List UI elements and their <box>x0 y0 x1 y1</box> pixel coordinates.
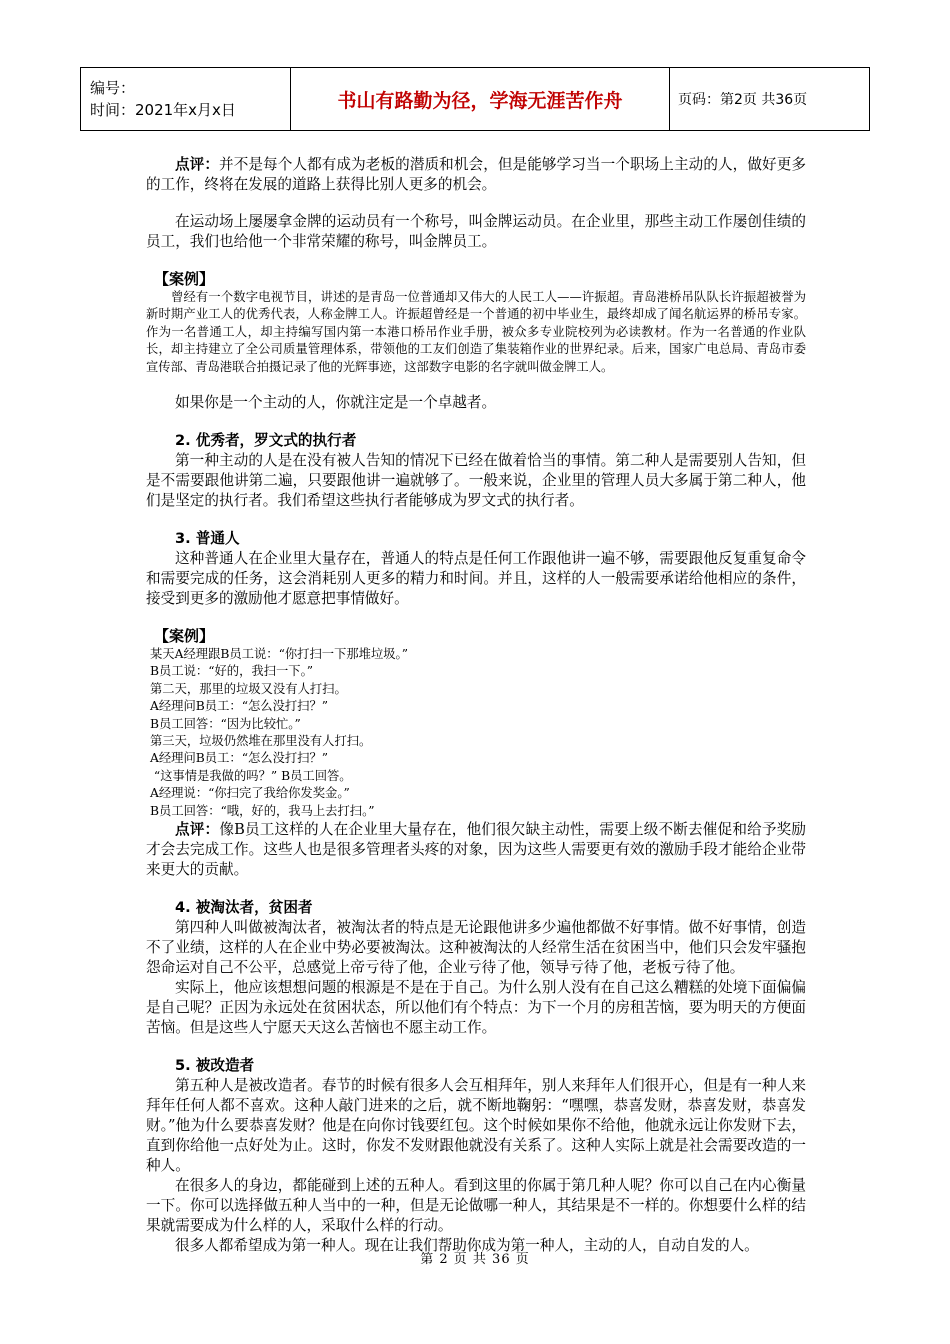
comment-paragraph <box>146 820 806 880</box>
paragraph-gold-medal: 在运动场上屡屡拿金牌的运动员有一个称号，叫金牌运动员。在企业里，那些主动工作屡创佳绩的员工，我们也给他一个非常荣耀的称号，叫金牌员工。 <box>146 213 806 250</box>
number-label: 编号： <box>90 79 136 97</box>
comment-text: 并不是每个人都有成为老板的潜质和机会，但是能够学习当一个职场上主动的人，做好更多的工作，终将在发展的道路上获得比别人更多的机会。 <box>146 156 806 193</box>
section-4-text: 第四种人叫做被淘汰者，被淘汰者的特点是无论跟他讲多少遍他都做不好事情。做不好事情，创造不了业绩，这样的人在企业中势必要被淘汰。这种被淘汰的人经常生活在贫困当中，他们只会发牢骚抱怨命运对自己不公平，总感觉上帝亏待了他，企业亏待了他，领导亏待了他，老板亏待了他。 <box>146 919 806 977</box>
section-heading-3: 3. 普通人 <box>175 530 240 548</box>
case-text: 曾经有一个数字电视节目，讲述的是青岛一位普通却又伟大的人民工人——许振超。青岛港桥吊队队长许振超被誉为新时期产业工人的优秀代表，人称金牌工人。许振超曾经是一个普通的初中毕业生，最终却成了闻名航运界的桥吊专家。作为一名普通工人，却主持编写国内第一本港口桥吊作业手册，被众多专业院校列为必读教材。作为一名普通的作业队长，却主持建立了全公司质量管理体系，带领他的工友们创造了集装箱作业的世界纪录。后来，国家广电总局、青岛市委宣传部、青岛港联合拍摄记录了他的光辉事迹，这部数字电影的名字就叫做金牌工人。 <box>146 290 806 374</box>
case-title: 【案例】 <box>154 627 215 646</box>
header-motto: 书山有路勤为径，学海无涯苦作舟 <box>291 68 670 131</box>
dialog-line: A经理问B员工：“怎么没打扫？” <box>150 699 329 714</box>
dialog-line: 第三天，垃圾仍然堆在那里没有人打扫。 <box>150 734 372 749</box>
dialog-line: B员工回答：“哦，好的，我马上去打扫。” <box>150 803 375 818</box>
section-5-text: 在很多人的身边，都能碰到上述的五种人。看到这里的你属于第几种人呢？你可以自己在内心衡量一下。你可以选择做五种人当中的一种，但是无论做哪一种人，其结果是不一样的。你想要什么样的结果就需要成为什么样的人，采取什么样的行动。 <box>146 1177 806 1235</box>
section-5-text: 很多人都希望成为第一种人。现在让我们帮助你成为第一种人，主动的人，自动自发的人。 <box>175 1237 759 1255</box>
case-dialog <box>146 646 806 820</box>
dialog-line: B员工说：“好的，我扫一下。” <box>150 664 314 679</box>
section-3-text: 这种普通人在企业里大量存在，普通人的特点是任何工作跟他讲一遍不够，需要跟他反复重复命令和需要完成的任务，这会消耗别人更多的精力和时间。并且，这样的人一般需要承诺给他相应的条件，接受到更多的激励他才愿意把事情做好。 <box>146 550 806 608</box>
comment-paragraph <box>146 155 806 195</box>
dialog-line: A经理说：“你扫完了我给你发奖金。” <box>150 786 350 801</box>
section-2-text: 第一种主动的人是在没有被人告知的情况下已经在做着恰当的事情。第二种人是需要别人告知，但是不需要跟他讲第二遍，只要跟他讲一遍就够了。一般来说，企业里的管理人员大多属于第二种人，他们是坚定的执行者。我们希望这些执行者能够成为罗文式的执行者。 <box>146 452 806 510</box>
section-heading-4: 4. 被淘汰者，贫困者 <box>175 899 313 917</box>
header-meta <box>81 68 291 131</box>
comment-label: 点评： <box>175 821 220 839</box>
comment-label: 点评： <box>175 156 220 173</box>
dialog-line: A经理问B员工：“怎么没打扫？” <box>150 751 329 766</box>
dialog-line: 第二天，那里的垃圾又没有人打扫。 <box>150 681 347 696</box>
time-label: 时间：2021年x月x日 <box>90 101 236 119</box>
header-page-info: 页码：第2页 共36页 <box>670 68 870 131</box>
case-title: 【案例】 <box>154 270 215 288</box>
section-heading-2: 2. 优秀者，罗文式的执行者 <box>175 432 357 450</box>
dialog-line: “这事情是我做的吗？” B员工回答。 <box>150 768 352 783</box>
document-body <box>146 155 806 1256</box>
dialog-line: 某天A经理跟B员工说：“你打扫一下那堆垃圾。” <box>150 647 408 662</box>
dialog-line: B员工回答：“因为比较忙。” <box>150 716 301 731</box>
section-4-text: 实际上，他应该想想问题的根源是不是在于自己。为什么别人没有在自己这么糟糕的处境下面偏偏是自己呢？正因为永远处在贫困状态，所以他们有个特点：为下一个月的房租苦恼，要为明天的方便面苦恼。但是这些人宁愿天天这么苦恼也不愿主动工作。 <box>146 979 806 1037</box>
page-header <box>80 67 870 131</box>
section-heading-5: 5. 被改造者 <box>175 1057 255 1075</box>
paragraph-leader: 如果你是一个主动的人，你就注定是一个卓越者。 <box>175 394 497 412</box>
page-footer: 第 2 页 共 36 页 <box>420 1252 530 1267</box>
comment-text: 像B员工这样的人在企业里大量存在，他们很欠缺主动性，需要上级不断去催促和给予奖励才会去完成工作。这些人也是很多管理者头疼的对象，因为这些人需要更有效的激励手段才能给企业带来更大的贡献。 <box>146 821 806 879</box>
section-5-text: 第五种人是被改造者。春节的时候有很多人会互相拜年，别人来拜年人们很开心，但是有一种人来拜年任何人都不喜欢。这种人敲门进来的之后，就不断地鞠躬：“嘿嘿，恭喜发财，恭喜发财，恭喜发财。”他为什么要恭喜发财？他是在向你讨钱要红包。这个时候如果你不给他，他就永远让你发财下去，直到你给他一点好处为止。这时，你发不发财跟他就没有关系了。这种人实际上就是社会需要改造的一种人。 <box>146 1077 806 1175</box>
